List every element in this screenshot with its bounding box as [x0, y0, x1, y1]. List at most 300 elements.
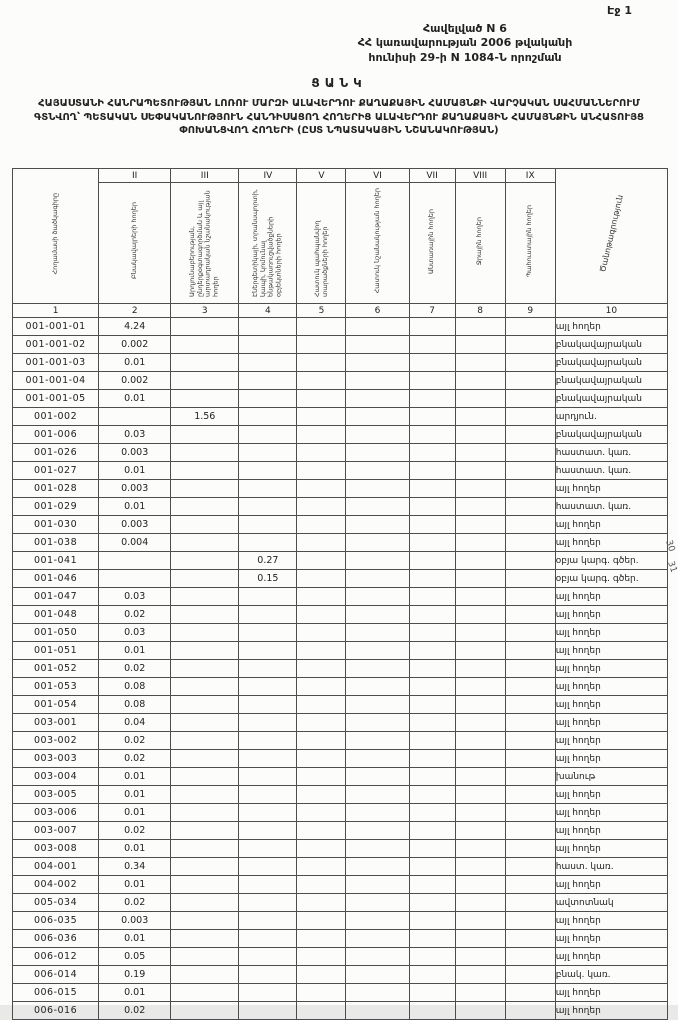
area-value-cell	[239, 336, 297, 354]
area-value-cell	[171, 696, 239, 714]
area-value-cell	[346, 912, 409, 930]
parcel-code: 003-006	[13, 804, 99, 822]
column-number: 7	[409, 304, 455, 318]
area-value-cell	[239, 822, 297, 840]
area-value-cell	[346, 750, 409, 768]
area-value-cell	[297, 570, 346, 588]
area-value-cell: 0.19	[99, 966, 171, 984]
area-value-cell	[505, 552, 555, 570]
parcel-code: 001-047	[13, 588, 99, 606]
area-value-cell	[239, 912, 297, 930]
roman-numeral: VII	[409, 169, 455, 183]
vertical-header-text: Բնակավայրերի հողեր	[129, 202, 138, 280]
area-value-cell	[239, 660, 297, 678]
area-value-cell	[297, 876, 346, 894]
note-cell: այլ հողեր	[555, 534, 667, 552]
area-value-cell	[505, 480, 555, 498]
column-header	[171, 183, 239, 304]
roman-numeral: II	[99, 169, 171, 183]
area-value-cell	[505, 318, 555, 336]
area-value-cell: 0.03	[99, 624, 171, 642]
area-value-cell	[505, 462, 555, 480]
area-value-cell: 1.56	[171, 408, 239, 426]
note-cell: հաստ. կառ.	[555, 858, 667, 876]
page-number: Էջ 1	[607, 4, 632, 17]
area-value-cell	[409, 948, 455, 966]
area-value-cell	[455, 390, 505, 408]
area-value-cell	[171, 462, 239, 480]
vertical-header-text: Հողամասի ծածկագիրը	[50, 193, 59, 275]
table-row	[13, 408, 668, 426]
area-value-cell	[505, 444, 555, 462]
area-value-cell	[505, 534, 555, 552]
area-value-cell: 0.02	[99, 660, 171, 678]
area-value-cell	[297, 786, 346, 804]
area-value-cell: 0.03	[99, 426, 171, 444]
area-value-cell	[455, 552, 505, 570]
area-value-cell	[239, 804, 297, 822]
area-value-cell	[409, 984, 455, 1002]
column-header	[297, 183, 346, 304]
area-value-cell	[297, 1002, 346, 1020]
area-value-cell: 0.02	[99, 606, 171, 624]
area-value-cell	[346, 1002, 409, 1020]
area-value-cell	[297, 516, 346, 534]
note-cell: հաստատ. կառ.	[555, 498, 667, 516]
note-cell: բնակավայրական	[555, 354, 667, 372]
note-cell: այլ հողեր	[555, 480, 667, 498]
area-value-cell	[455, 966, 505, 984]
area-value-cell	[409, 714, 455, 732]
area-value-cell: 0.01	[99, 804, 171, 822]
area-value-cell	[346, 444, 409, 462]
note-cell: բնակավայրական	[555, 426, 667, 444]
area-value-cell	[505, 1002, 555, 1020]
area-value-cell	[171, 336, 239, 354]
area-value-cell	[409, 876, 455, 894]
table-row	[13, 678, 668, 696]
parcel-code: 006-015	[13, 984, 99, 1002]
area-value-cell: 0.01	[99, 390, 171, 408]
area-value-cell	[297, 732, 346, 750]
area-value-cell	[171, 822, 239, 840]
area-value-cell	[297, 966, 346, 984]
area-value-cell	[171, 606, 239, 624]
area-value-cell	[171, 372, 239, 390]
column-number: 5	[297, 304, 346, 318]
area-value-cell	[346, 840, 409, 858]
area-value-cell: 0.01	[99, 930, 171, 948]
table-row	[13, 822, 668, 840]
table-row	[13, 552, 668, 570]
note-cell: բնակավայրական	[555, 372, 667, 390]
area-value-cell: 0.01	[99, 876, 171, 894]
area-value-cell	[455, 804, 505, 822]
area-value-cell	[409, 732, 455, 750]
parcel-code: 003-003	[13, 750, 99, 768]
area-value-cell: 0.04	[99, 714, 171, 732]
area-value-cell	[297, 642, 346, 660]
area-value-cell	[297, 912, 346, 930]
table-row	[13, 642, 668, 660]
parcel-code: 001-027	[13, 462, 99, 480]
area-value-cell	[297, 678, 346, 696]
area-value-cell	[239, 318, 297, 336]
area-value-cell	[239, 606, 297, 624]
area-value-cell	[455, 606, 505, 624]
area-value-cell	[239, 930, 297, 948]
area-value-cell	[346, 354, 409, 372]
area-value-cell	[455, 948, 505, 966]
area-value-cell	[505, 966, 555, 984]
area-value-cell	[455, 930, 505, 948]
area-value-cell	[455, 498, 505, 516]
area-value-cell	[505, 660, 555, 678]
area-value-cell	[505, 912, 555, 930]
note-cell: այլ հողեր	[555, 822, 667, 840]
table-row	[13, 984, 668, 1002]
area-value-cell	[346, 948, 409, 966]
column-header	[239, 183, 297, 304]
column-header	[455, 183, 505, 304]
parcel-code: 005-034	[13, 894, 99, 912]
area-value-cell: 0.02	[99, 894, 171, 912]
area-value-cell	[409, 966, 455, 984]
area-value-cell	[239, 840, 297, 858]
area-value-cell	[505, 408, 555, 426]
area-value-cell	[505, 714, 555, 732]
area-value-cell	[455, 462, 505, 480]
parcel-code: 001-051	[13, 642, 99, 660]
area-value-cell	[409, 912, 455, 930]
parcel-code: 001-029	[13, 498, 99, 516]
area-value-cell	[297, 822, 346, 840]
area-value-cell	[346, 696, 409, 714]
area-value-cell	[505, 498, 555, 516]
area-value-cell	[455, 570, 505, 588]
area-value-cell	[297, 534, 346, 552]
area-value-cell	[297, 354, 346, 372]
table-row	[13, 444, 668, 462]
note-cell: այլ հողեր	[555, 912, 667, 930]
area-value-cell	[346, 984, 409, 1002]
area-value-cell	[297, 606, 346, 624]
column-number: 9	[505, 304, 555, 318]
column-number: 3	[171, 304, 239, 318]
parcel-code: 006-036	[13, 930, 99, 948]
table-row	[13, 426, 668, 444]
area-value-cell: 4.24	[99, 318, 171, 336]
note-cell: այլ հողեր	[555, 642, 667, 660]
note-cell: հաստատ. կառ.	[555, 444, 667, 462]
parcel-code: 003-005	[13, 786, 99, 804]
area-value-cell	[455, 768, 505, 786]
area-value-cell	[99, 552, 171, 570]
area-value-cell	[409, 1002, 455, 1020]
area-value-cell	[239, 732, 297, 750]
area-value-cell	[346, 498, 409, 516]
area-value-cell	[409, 516, 455, 534]
area-value-cell	[297, 318, 346, 336]
table-row	[13, 804, 668, 822]
area-value-cell	[505, 696, 555, 714]
area-value-cell	[409, 408, 455, 426]
table-row	[13, 930, 668, 948]
table-header	[13, 169, 668, 318]
area-value-cell	[346, 372, 409, 390]
note-cell: այլ հողեր	[555, 804, 667, 822]
parcel-code: 003-008	[13, 840, 99, 858]
area-value-cell	[346, 804, 409, 822]
area-value-cell	[455, 786, 505, 804]
area-value-cell	[239, 678, 297, 696]
area-value-cell	[297, 390, 346, 408]
area-value-cell	[346, 606, 409, 624]
table-row	[13, 570, 668, 588]
parcel-code: 001-046	[13, 570, 99, 588]
area-value-cell	[171, 786, 239, 804]
area-value-cell	[409, 678, 455, 696]
area-value-cell	[505, 354, 555, 372]
area-value-cell	[455, 480, 505, 498]
area-value-cell	[346, 930, 409, 948]
area-value-cell: 0.02	[99, 732, 171, 750]
parcel-code: 001-030	[13, 516, 99, 534]
parcel-code: 004-002	[13, 876, 99, 894]
area-value-cell	[409, 930, 455, 948]
area-value-cell: 0.003	[99, 480, 171, 498]
table-row	[13, 498, 668, 516]
area-value-cell	[505, 948, 555, 966]
parcel-code: 001-028	[13, 480, 99, 498]
area-value-cell	[409, 786, 455, 804]
appendix-line-2: ՀՀ կառավարության 2006 թվականի	[357, 36, 573, 50]
area-value-cell: 0.01	[99, 498, 171, 516]
area-value-cell	[171, 426, 239, 444]
note-cell: այլ հողեր	[555, 984, 667, 1002]
area-value-cell	[409, 768, 455, 786]
area-value-cell	[239, 876, 297, 894]
area-value-cell	[171, 534, 239, 552]
area-value-cell	[239, 372, 297, 390]
area-value-cell	[455, 444, 505, 462]
area-value-cell	[171, 894, 239, 912]
table-row	[13, 768, 668, 786]
area-value-cell	[346, 462, 409, 480]
handwritten-margin-note: 31	[664, 560, 678, 574]
area-value-cell	[346, 624, 409, 642]
area-value-cell	[409, 372, 455, 390]
table-row	[13, 948, 668, 966]
area-value-cell	[171, 750, 239, 768]
vertical-header-text: Ծանոթագրություն	[597, 194, 625, 274]
area-value-cell	[99, 408, 171, 426]
parcel-code: 001-002	[13, 408, 99, 426]
area-value-cell: 0.01	[99, 642, 171, 660]
roman-numeral-row	[13, 169, 668, 183]
area-value-cell	[239, 354, 297, 372]
column-header-note	[555, 169, 667, 304]
area-value-cell	[297, 768, 346, 786]
area-value-cell	[297, 948, 346, 966]
document-title: ՀԱՅԱՍՏԱՆԻ ՀԱՆՐԱՊԵՏՈՒԹՅԱՆ ԼՈՌՈՒ ՄԱՐԶԻ ԱԼԱՎԵՐԴՈՒ ՔԱՂԱՔԱՅԻՆ ՀԱՄԱՅՆՔԻ ՎԱՐՉԱԿԱՆ ՍԱՀՄԱՆՆԵՐՈՒՄ ԳՏՆՎՈՂ՝ ՊԵՏԱԿԱՆ ՍԵՓԱԿԱՆՈՒԹՅՈՒՆ ՀԱՆԴԻՍԱՑՈՂ ՀՈՂԵՐԻՑ ԱԼԱՎԵՐԴՈՒ ՔԱՂԱՔԱՅԻՆ ՀԱՄԱՅՆՔԻՆ ԱՆՀԱՏՈՒՅՑ ՓՈԽԱՆՑՎՈՂ ՀՈՂԵՐԻ (ԸՍՏ ՆՊԱՏԱԿԱՅԻՆ ՆՇԱՆԱԿՈՒԹՅԱՆ)	[33, 98, 644, 136]
area-value-cell: 0.27	[239, 552, 297, 570]
table-row	[13, 912, 668, 930]
area-value-cell	[505, 894, 555, 912]
note-cell: այլ հողեր	[555, 516, 667, 534]
area-value-cell	[346, 336, 409, 354]
area-value-cell	[346, 516, 409, 534]
parcel-code: 001-052	[13, 660, 99, 678]
area-value-cell	[346, 408, 409, 426]
parcel-code: 001-001-01	[13, 318, 99, 336]
area-value-cell	[297, 498, 346, 516]
note-cell: այլ հողեր	[555, 696, 667, 714]
area-value-cell: 0.08	[99, 696, 171, 714]
area-value-cell	[505, 840, 555, 858]
table-row	[13, 534, 668, 552]
area-value-cell	[239, 480, 297, 498]
column-number: 2	[99, 304, 171, 318]
area-value-cell: 0.01	[99, 984, 171, 1002]
area-value-cell	[297, 588, 346, 606]
area-value-cell	[297, 660, 346, 678]
area-value-cell	[99, 570, 171, 588]
note-cell: այլ հողեր	[555, 948, 667, 966]
table-row	[13, 336, 668, 354]
area-value-cell	[455, 318, 505, 336]
area-value-cell	[455, 822, 505, 840]
area-value-cell	[409, 534, 455, 552]
area-value-cell	[171, 390, 239, 408]
table-row	[13, 876, 668, 894]
area-value-cell	[239, 498, 297, 516]
area-value-cell: 0.003	[99, 912, 171, 930]
area-value-cell	[297, 696, 346, 714]
area-value-cell	[171, 642, 239, 660]
note-cell: բնակավայրական	[555, 390, 667, 408]
area-value-cell	[171, 318, 239, 336]
handwritten-margin-note: 30	[662, 539, 676, 553]
area-value-cell	[409, 894, 455, 912]
note-cell: արդյուն.	[555, 408, 667, 426]
area-value-cell	[505, 624, 555, 642]
table-row	[13, 894, 668, 912]
table-row	[13, 480, 668, 498]
table-row	[13, 1002, 668, 1020]
area-value-cell	[505, 768, 555, 786]
parcel-code: 003-001	[13, 714, 99, 732]
area-value-cell	[171, 588, 239, 606]
table-row	[13, 624, 668, 642]
area-value-cell: 0.02	[99, 1002, 171, 1020]
area-value-cell	[409, 858, 455, 876]
column-number: 4	[239, 304, 297, 318]
area-value-cell	[409, 750, 455, 768]
area-value-cell	[346, 318, 409, 336]
area-value-cell	[409, 840, 455, 858]
area-value-cell	[346, 552, 409, 570]
note-cell: ավտոտնակ	[555, 894, 667, 912]
parcel-code: 003-007	[13, 822, 99, 840]
column-header-code	[13, 169, 99, 304]
area-value-cell	[171, 714, 239, 732]
area-value-cell	[455, 426, 505, 444]
parcel-code: 001-053	[13, 678, 99, 696]
area-value-cell	[297, 858, 346, 876]
note-cell: այլ հողեր	[555, 678, 667, 696]
column-number: 10	[555, 304, 667, 318]
note-cell: օբյա կարգ. գծեր.	[555, 552, 667, 570]
note-cell: այլ հողեր	[555, 588, 667, 606]
area-value-cell	[297, 336, 346, 354]
appendix-block	[290, 22, 640, 65]
area-value-cell	[455, 858, 505, 876]
area-value-cell	[346, 966, 409, 984]
area-value-cell	[171, 912, 239, 930]
column-number: 6	[346, 304, 409, 318]
area-value-cell	[346, 858, 409, 876]
area-value-cell	[409, 822, 455, 840]
area-value-cell	[346, 714, 409, 732]
area-value-cell	[171, 858, 239, 876]
area-value-cell	[239, 696, 297, 714]
list-title: ՑԱՆԿ	[311, 76, 367, 90]
area-value-cell	[239, 966, 297, 984]
area-value-cell	[346, 678, 409, 696]
parcel-code: 001-001-04	[13, 372, 99, 390]
parcel-code: 001-038	[13, 534, 99, 552]
parcel-code: 001-026	[13, 444, 99, 462]
area-value-cell	[346, 876, 409, 894]
area-value-cell	[505, 984, 555, 1002]
parcel-code: 004-001	[13, 858, 99, 876]
area-value-cell	[455, 660, 505, 678]
table-row	[13, 660, 668, 678]
area-value-cell	[171, 498, 239, 516]
area-value-cell	[455, 912, 505, 930]
area-value-cell	[171, 732, 239, 750]
area-value-cell	[409, 804, 455, 822]
parcel-code: 006-012	[13, 948, 99, 966]
table-row	[13, 354, 668, 372]
note-cell: այլ հողեր	[555, 876, 667, 894]
column-number: 8	[455, 304, 505, 318]
area-value-cell	[505, 858, 555, 876]
area-value-cell	[171, 552, 239, 570]
area-value-cell	[455, 732, 505, 750]
parcel-code: 001-050	[13, 624, 99, 642]
column-header	[409, 183, 455, 304]
area-value-cell	[239, 642, 297, 660]
note-cell: այլ հողեր	[555, 732, 667, 750]
area-value-cell	[171, 480, 239, 498]
area-value-cell	[239, 786, 297, 804]
area-value-cell	[171, 1002, 239, 1020]
area-value-cell	[239, 1002, 297, 1020]
parcel-code: 001-001-05	[13, 390, 99, 408]
parcel-code: 001-041	[13, 552, 99, 570]
area-value-cell	[505, 822, 555, 840]
area-value-cell	[409, 480, 455, 498]
note-cell: այլ հողեր	[555, 930, 667, 948]
area-value-cell: 0.01	[99, 840, 171, 858]
area-value-cell	[505, 336, 555, 354]
area-value-cell	[505, 930, 555, 948]
table-row	[13, 840, 668, 858]
area-value-cell	[409, 426, 455, 444]
area-value-cell	[171, 930, 239, 948]
